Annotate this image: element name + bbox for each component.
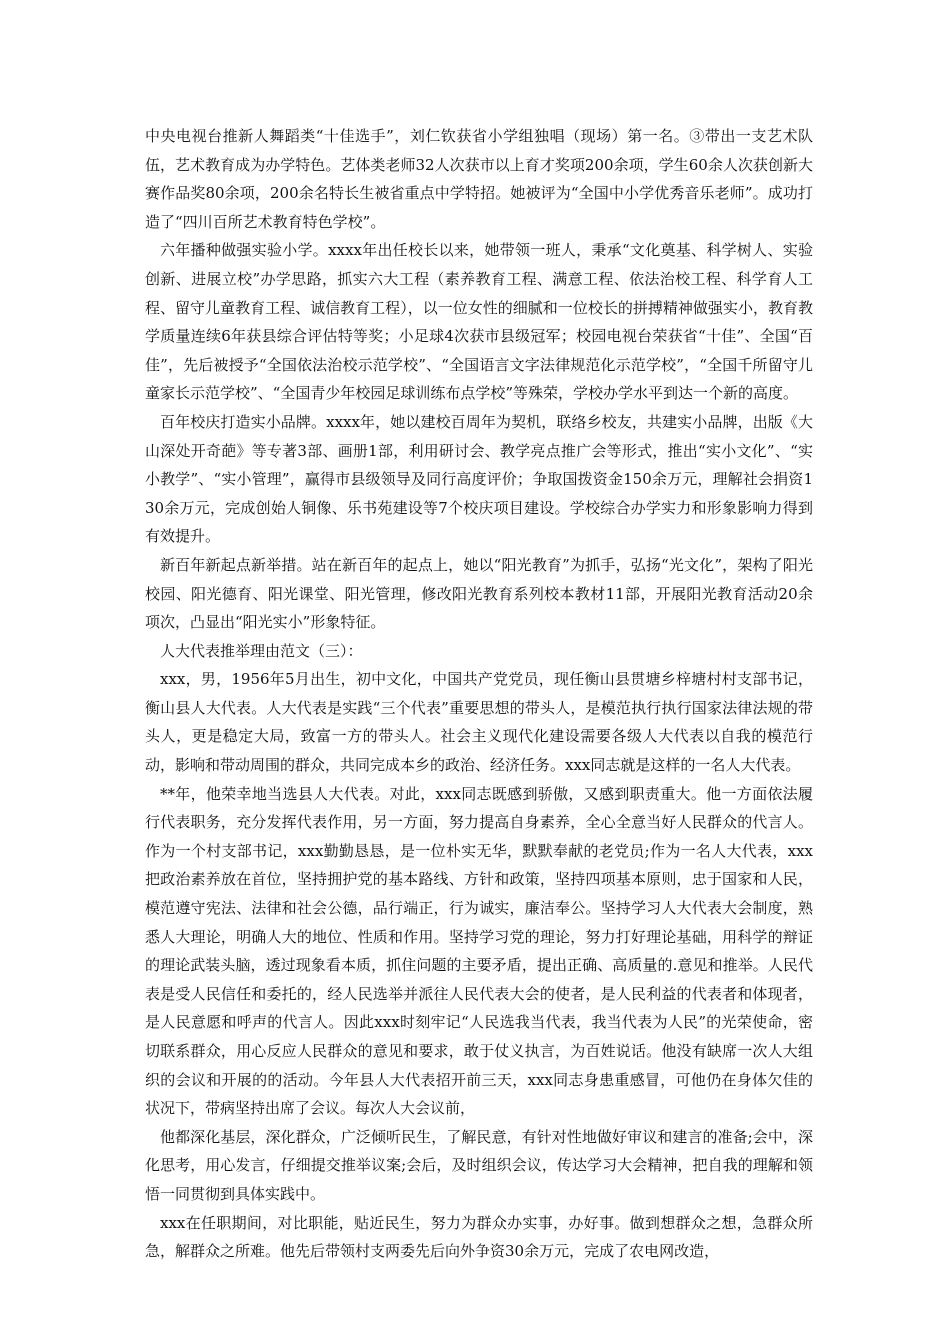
document-body — [145, 122, 813, 1266]
paragraph-elected: **年，他荣幸地当选县人大代表。对此，xxx同志既感到骄傲，又感到职责重大。他一方面依法履行代表职务，充分发挥代表作用，另一方面，努力提高自身素养，全心全意当好人民群众的代言人。作为一个村支部书记，xxx勤勤恳恳，是一位朴实无华，默默奉献的老党员;作为一名人大代表，xxx把政治素养放在首位，坚持拥护党的基本路线、方针和政策，坚持四项基本原则，忠于国家和人民，模范遵守宪法、法律和社会公德，品行端正，行为诚实，廉洁奉公。坚持学习人大代表大会制度，熟悉人大理论，明确人大的地位、性质和作用。坚持学习党的理论，努力打好理论基础，用科学的辩证的理论武装头脑，透过现象看本质，抓住问题的主要矛盾，提出正确、高质量的.意见和推举。人民代表是受人民信任和委托的，经人民选举并派往人民代表大会的使者，是人民利益的代表者和体现者，是人民意愿和呼声的代言人。因此xxx时刻牢记“人民选我当代表，我当代表为人民”的光荣使命，密切联系群众，用心反应人民群众的意见和要求，敢于仗义执言，为百姓说话。他没有缺席一次人大组织的会议和开展的的活动。今年县人大代表招开前三天，xxx同志身患重感冒，可他仍在身体欠佳的状况下，带病坚持出席了会议。每次人大会议前， — [145, 784, 813, 1118]
paragraph-centennial: 百年校庆打造实小品牌。xxxx年，她以建校百周年为契机，联络乡校友，共建实小品牌，出版《大山深处开奇葩》等专著3部、画册1部，利用研讨会、教学亮点推广会等形式，推出“实小文化”、“实小教学”、“实小管理”，赢得市县级领导及同行高度评价；争取国拨资金150余万元，理解社会捐资130余万元，完成创始人铜像、乐书苑建设等7个校庆项目建设。学校综合办学实力和形象影响力得到有效提升。 — [145, 412, 813, 546]
paragraph-profile: xxx，男，1956年5月出生，初中文化，中国共产党党员，现任衡山县贯塘乡梓塘村村支部书记，衡山县人大代表。人大代表是实践“三个代表”重要思想的带头人，是模范执行执行国家法律法规的带头人，更是稳定大局，致富一方的带头人。社会主义现代化建设需要各级人大代表以自我的模范行动，影响和带动周围的群众，共同完成本乡的政治、经济任务。xxx同志就是这样的一名人大代表。 — [145, 670, 813, 775]
section-heading-sample-three: 人大代表推举理由范文（三）： — [160, 641, 363, 660]
paragraph-service: xxx在任职期间，对比职能，贴近民生，努力为群众办实事，办好事。做到想群众之想，急群众所急，解群众之所难。他先后带领村支两委先后向外争资30余万元，完成了农电网改造， — [145, 1213, 813, 1261]
paragraph-art-education: 中央电视台推新人舞蹈类“十佳选手”，刘仁钦获省小学组独唱（现场）第一名。③带出一支艺术队伍，艺术教育成为办学特色。艺体类老师32人次获市以上育才奖项200余项，学生60余人次获创新大赛作品奖80余项，200余名特长生被省重点中学特招。她被评为“全国中小学优秀音乐老师”。成功打造了“四川百所艺术教育特色学校”。 — [145, 127, 813, 231]
paragraph-new-century: 新百年新起点新举措。站在新百年的起点上，她以“阳光教育”为抓手，弘扬“光文化”，架构了阳光校园、阳光德育、阳光课堂、阳光管理，修改阳光教育系列校本教材11部，开展阳光教育活动20余项次，凸显出“阳光实小”形象特征。 — [145, 555, 813, 632]
paragraph-grassroots: 他都深化基层，深化群众，广泛倾听民生，了解民意，有针对性地做好审议和建言的准备;会中，深化思考，用心发言，仔细提交推举议案;会后，及时组织会议，传达学习大会精神，把自我的理解和领悟一同贯彻到具体实践中。 — [145, 1127, 813, 1203]
paragraph-six-years: 六年播种做强实验小学。xxxx年出任校长以来，她带领一班人，秉承“文化奠基、科学树人、实验创新、进展立校”办学思路，抓实六大工程（素养教育工程、满意工程、依法治校工程、科学育人工程、留守儿童教育工程、诚信教育工程），以一位女性的细腻和一位校长的拼搏精神做强实小，教育教学质量连续6年获县综合评估特等奖；小足球4次获市县级冠军；校园电视台荣获省“十佳”、全国“百佳”，先后被授予“全国依法治校示范学校”、“全国语言文字法律规范化示范学校”，“全国千所留守儿童家长示范学校”、“全国青少年校园足球训练布点学校”等殊荣，学校办学水平到达一个新的高度。 — [145, 241, 813, 403]
